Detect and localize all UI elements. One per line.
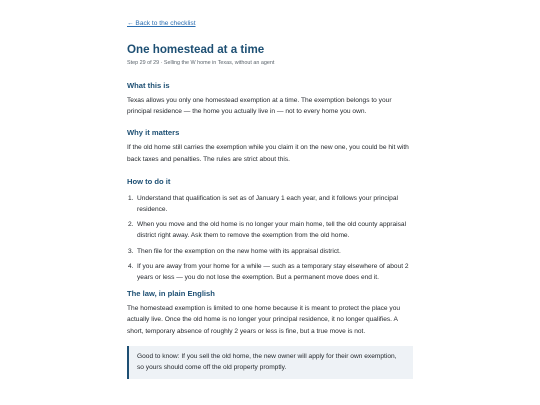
step-text: When you move and the old home is no longer your main home, tell the old county appraisal district right away. Ask them to remove the exemption from the old home. — [137, 221, 407, 240]
section-heading-how: How to do it — [127, 176, 171, 186]
section-heading-what: What this is — [127, 81, 170, 90]
step-text: Then file for the exemption on the new home with its appraisal district. — [137, 247, 341, 255]
step-text: If you are away from your home for a while — such as a temporary stay elsewhere of about 2 years or less — you do not lose the exemption. But a permanent move does end it. — [137, 262, 409, 282]
list-item — [127, 193, 413, 215]
back-to-checklist-link[interactable]: ← Back to the checklist — [127, 20, 196, 27]
section-body-law: The homestead exemption is limited to one home because it is meant to protect the place you actually live. Once the old home is no longer your principal residence, it no longer qualifies. A short, temporary absence of roughly 2 years or less is fine, but a true move is not. — [127, 305, 401, 335]
step-number: 4. — [128, 262, 134, 270]
step-text: Understand that qualification is set as of January 1 each year, and it follows your principal residence. — [137, 194, 398, 214]
section-heading-law: The law, in plain English — [127, 289, 215, 299]
list-item — [127, 246, 413, 257]
section-heading-why: Why it matters — [127, 128, 180, 138]
steps-list — [127, 193, 413, 283]
page-content — [127, 0, 413, 379]
page-title: One homestead at a time — [127, 43, 265, 56]
step-number: 1. — [128, 194, 134, 202]
step-indicator: Step 29 of 29 · Selling the W home in Texas, without an agent — [127, 60, 275, 66]
good-to-know-callout: Good to know: If you sell the old home, the new owner will apply for their own exemption, so yours should come off the old property promptly. — [127, 346, 413, 379]
section-body-what: Texas allows you only one homestead exemption at a time. The exemption belongs to your principal residence — the home you actually live in — not to every home you own. — [127, 97, 392, 116]
list-item — [127, 261, 413, 283]
list-item — [127, 219, 413, 241]
step-number: 3. — [128, 247, 134, 255]
section-body-why: If the old home still carries the exemption while you claim it on the new one, you could be hit with back taxes and penalties. The rules are strict about this. — [127, 144, 409, 163]
step-number: 2. — [128, 221, 134, 229]
